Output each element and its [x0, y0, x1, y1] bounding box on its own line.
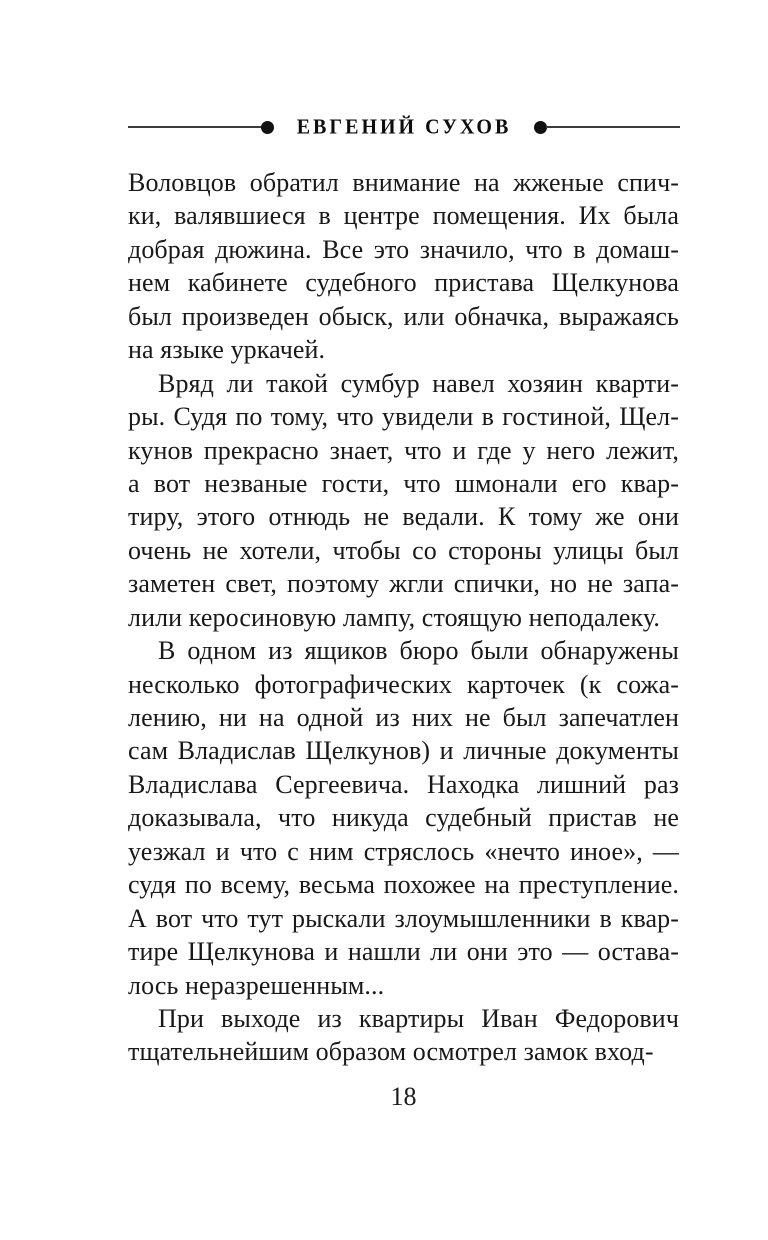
text-line: сам Владислав Щелкунов) и личные документы: [128, 736, 679, 766]
text-line: кунов прекрасно знает, что и где у него лежит,: [128, 435, 679, 465]
text-line: Вряд ли такой сумбур навел хозяин кварти-: [158, 368, 679, 398]
header-rule-right: [546, 126, 680, 128]
text-line: ры. Судя по тому, что увидели в гостиной, Щел-: [128, 402, 679, 432]
text-line: добрая дюжина. Все это значило, что в домаш-: [128, 234, 679, 264]
author-name: ЕВГЕНИЙ СУХОВ: [296, 114, 512, 139]
text-line: несколько фотографических карточек (к сожа-: [128, 669, 679, 699]
text-line: лили керосиновую лампу, стоящую неподалеку.: [128, 602, 660, 632]
text-line: доказывала, что никуда судебный пристав не: [128, 803, 679, 833]
paragraph: [128, 166, 679, 367]
text-line: тиру, этого отнюдь не ведали. К тому же они: [128, 502, 679, 532]
text-line: нем кабинете судебного пристава Щелкунова: [128, 268, 679, 298]
text-line: ки, валявшиеся в центре помещения. Их была: [128, 201, 679, 231]
text-line: на языке уркачей.: [128, 335, 326, 365]
paragraph: [128, 367, 679, 635]
text-line: тщательнейшим образом осмотрел замок вход-: [128, 1037, 654, 1067]
text-line: Воловцов обратил внимание на жженые спич-: [128, 168, 679, 197]
text-line: а вот незваные гости, что шмонали его квар-: [128, 468, 679, 498]
bullet-icon: [261, 121, 274, 134]
text-line: уезжал и что с ним стряслось «нечто иное», —: [128, 836, 679, 866]
page-number: 18: [390, 1082, 417, 1111]
body-text: [128, 166, 679, 1069]
header-rule-left: [128, 126, 262, 128]
text-line: Владислава Сергеевича. Находка лишний раз: [128, 769, 679, 799]
text-line: А вот что тут рыскали злоумышленники в квар-: [128, 903, 679, 933]
text-line: При выходе из квартиры Иван Федорович: [158, 1003, 679, 1033]
text-line: лению, ни на одной из них не был запечатлен: [128, 703, 679, 732]
text-line: очень не хотели, чтобы со стороны улицы был: [128, 535, 679, 565]
running-head: [128, 116, 680, 138]
text-line: был произведен обыск, или обначка, выражаясь: [128, 301, 679, 331]
text-line: В одном из ящиков бюро были обнаружены: [158, 636, 679, 666]
paragraph: [128, 1002, 679, 1069]
text-line: заметен свет, поэтому жгли спички, но не запа-: [128, 569, 679, 599]
paragraph: [128, 634, 679, 1002]
text-line: тире Щелкунова и нашли ли они это — остава-: [128, 937, 679, 967]
text-line: лось неразрешенным...: [128, 970, 385, 1000]
text-line: судя по всему, весьма похожее на преступление.: [128, 870, 679, 900]
